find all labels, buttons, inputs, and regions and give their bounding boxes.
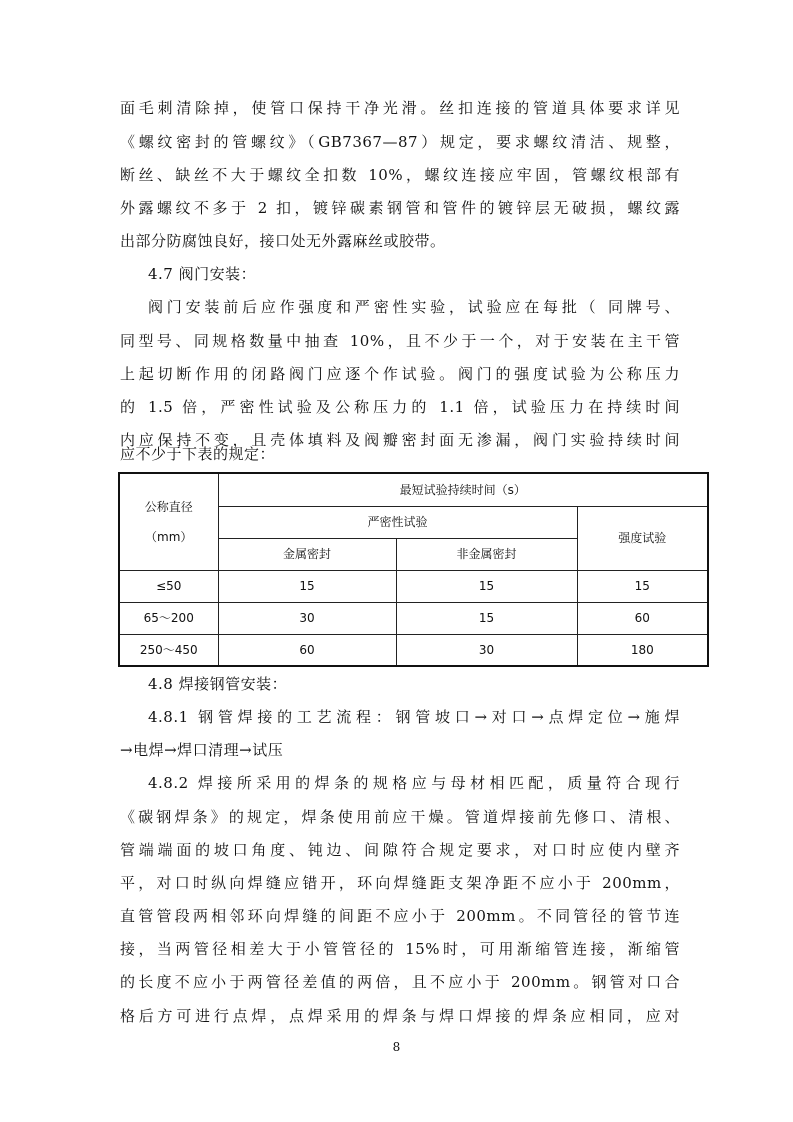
paragraph-line: 上起切断作用的闭路阀门应逐个作试验。阀门的强度试验为公称压力 — [120, 365, 680, 383]
paragraph-line: 同型号、同规格数量中抽查 10%，且不少于一个，对于安装在主干管 — [120, 332, 680, 350]
paragraph-line: 出部分防腐蚀良好，接口处无外露麻丝或胶带。 — [120, 232, 446, 250]
table-row — [119, 570, 708, 602]
cell-metal: 60 — [218, 634, 396, 666]
table-row — [119, 634, 708, 666]
paragraph-line: 平，对口时纵向焊缝应错开，环向焊缝距支架净距不应小于 200mm， — [120, 874, 680, 892]
cell-nonmetal: 15 — [396, 602, 577, 634]
paragraph-line: 的长度不应小于两管径差值的两倍，且不应小于 200mm。钢管对口合 — [120, 973, 680, 991]
paragraph-line: 《碳钢焊条》的规定，焊条使用前应干燥。管道焊接前先修口、清根、 — [120, 808, 680, 826]
section-heading-4-7: 4.7 阀门安装： — [148, 265, 257, 283]
paragraph-line: 阀门安装前后应作强度和严密性实验，试验应在每批（ 同牌号、 — [148, 298, 680, 316]
paragraph-line: 外露螺纹不多于 2 扣，镀锌碳素钢管和管件的镀锌层无破损，螺纹露 — [120, 199, 680, 217]
cell-strength: 180 — [577, 634, 708, 666]
header-diameter-unit: （mm） — [145, 529, 193, 544]
cell-diameter: ≤50 — [119, 570, 218, 602]
header-nonmetal-seal: 非金属密封 — [396, 538, 577, 570]
header-tightness-test: 严密性试验 — [218, 506, 577, 538]
paragraph-line: 《螺纹密封的管螺纹》（GB7367—87）规定，要求螺纹清洁、规整， — [120, 133, 680, 151]
section-heading-4-8: 4.8 焊接钢管安装： — [148, 675, 288, 693]
cell-diameter: 250～450 — [119, 634, 218, 666]
paragraph-line: 面毛刺清除掉，使管口保持干净光滑。丝扣连接的管道具体要求详见 — [120, 99, 680, 117]
paragraph-line: 4.8.1 钢管焊接的工艺流程：钢管坡口→对口→点焊定位→施焊 — [148, 708, 680, 726]
paragraph-line: 的 1.5 倍，严密性试验及公称压力的 1.1 倍，试验压力在持续时间 — [120, 398, 680, 416]
cell-strength: 60 — [577, 602, 708, 634]
paragraph-line: 4.8.2 焊接所采用的焊条的规格应与母材相匹配，质量符合现行 — [148, 774, 680, 792]
cell-metal: 15 — [218, 570, 396, 602]
cell-strength: 15 — [577, 570, 708, 602]
cell-diameter: 65～200 — [119, 602, 218, 634]
paragraph-line-last: 应不少于下表的规定： — [120, 445, 276, 463]
paragraph-line: →电焊→焊口清理→试压 — [120, 741, 284, 759]
valve-test-duration-table — [118, 472, 709, 667]
cell-nonmetal: 15 — [396, 570, 577, 602]
paragraph-line: 内应保持不变，且壳体填料及阀瓣密封面无渗漏，阀门实验持续时间 — [120, 431, 680, 449]
paragraph-line: 接，当两管径相差大于小管管径的 15%时，可用渐缩管连接，渐缩管 — [120, 940, 680, 958]
cell-metal: 30 — [218, 602, 396, 634]
page-number: 8 — [392, 1040, 401, 1054]
header-strength-test: 强度试验 — [577, 506, 708, 570]
header-metal-seal: 金属密封 — [218, 538, 396, 570]
header-min-duration: 最短试验持续时间（s） — [218, 473, 708, 506]
paragraph-line: 管端端面的坡口角度、钝边、间隙符合规定要求，对口时应使内壁齐 — [120, 841, 680, 859]
header-nominal-diameter — [119, 473, 218, 570]
table-row — [119, 602, 708, 634]
paragraph-line: 直管管段两相邻环向焊缝的间距不应小于 200mm。不同管径的管节连 — [120, 907, 680, 925]
paragraph-line: 格后方可进行点焊，点焊采用的焊条与焊口焊接的焊条应相同，应对 — [120, 1007, 680, 1025]
cell-nonmetal: 30 — [396, 634, 577, 666]
header-diameter-label: 公称直径 — [144, 499, 193, 514]
paragraph-line: 断丝、缺丝不大于螺纹全扣数 10%，螺纹连接应牢固，管螺纹根部有 — [120, 166, 680, 184]
